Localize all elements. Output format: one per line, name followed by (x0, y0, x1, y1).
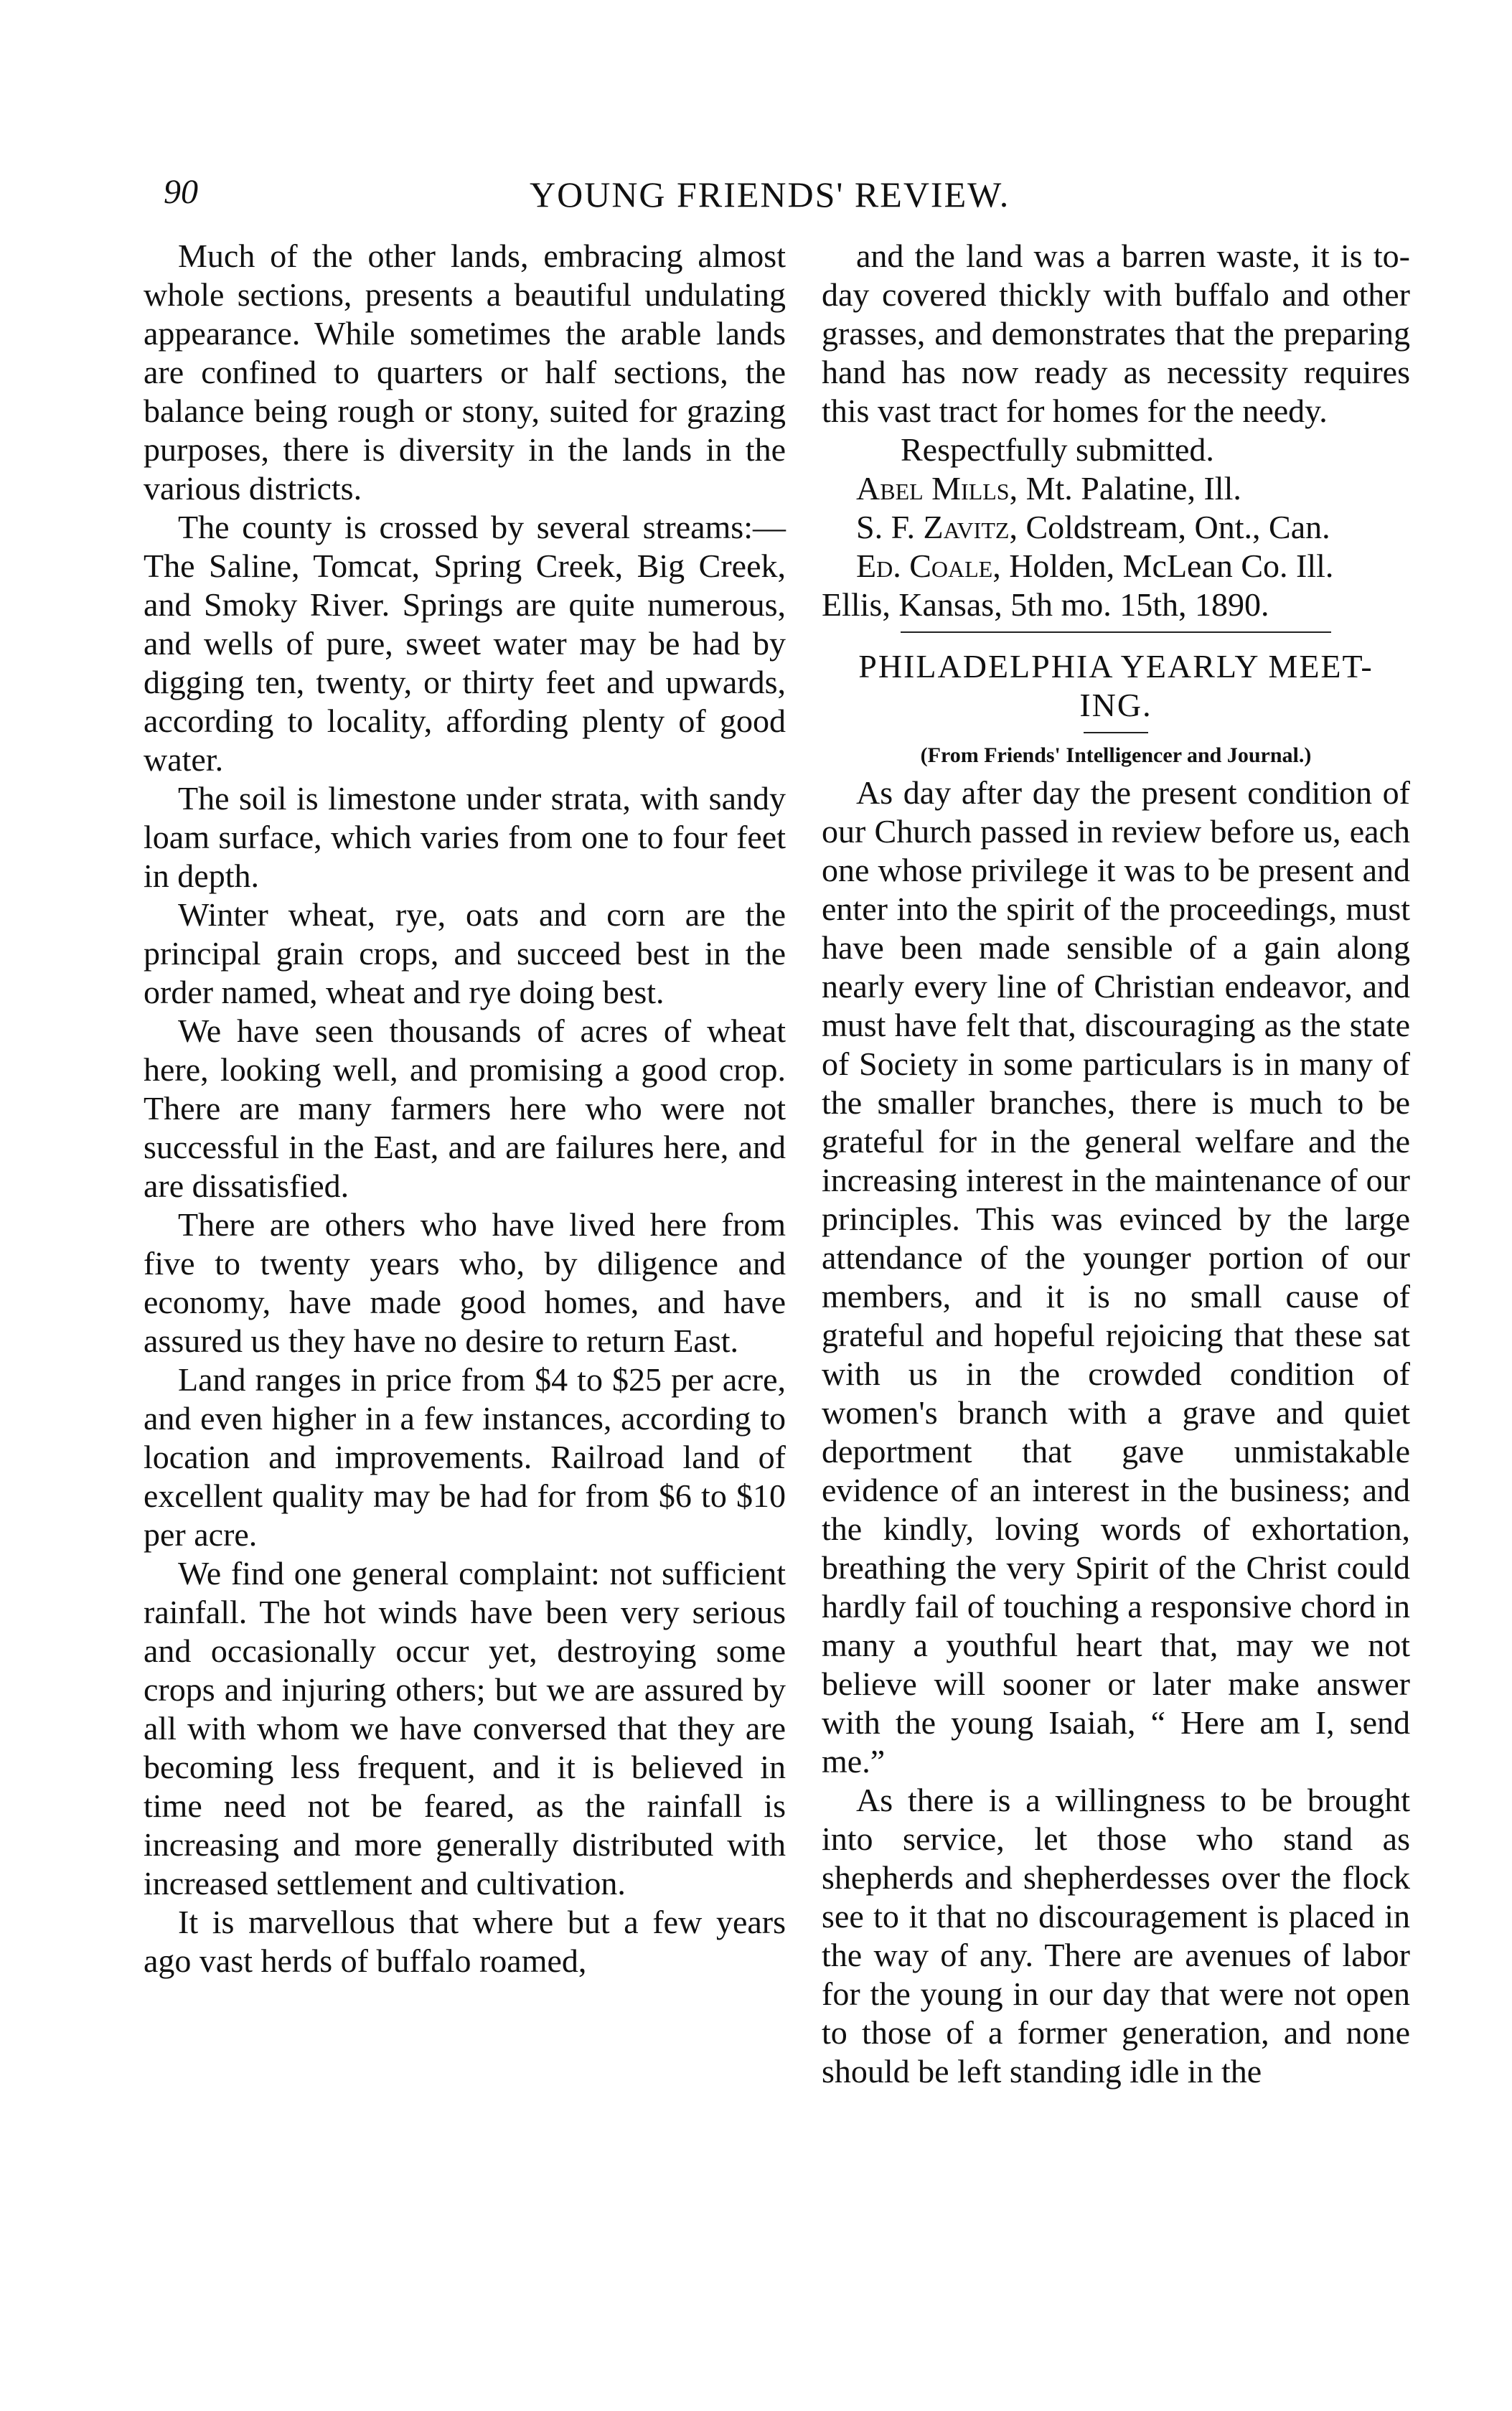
paragraph: There are others who have lived here from five to twenty years who, by diligence and economy, have made good homes, and have assured us they have no desire to return East. (144, 1206, 786, 1359)
divider (901, 631, 1331, 633)
signer-place: , Coldstream, Ont., Can. (1009, 509, 1330, 545)
section-title (822, 647, 1410, 725)
paragraph: It is marvellous that where but a few years ago vast herds of buffalo roamed, (144, 1904, 786, 1979)
dateline: Ellis, Kansas, 5th mo. 15th, 1890. (822, 586, 1269, 623)
paragraph: We have seen thousands of acres of wheat here, looking well, and promising a good crop. There are many farmers here who were not successful in the East, and are failures here, and are dissatisfied. (144, 1012, 786, 1204)
closing-line: Respectfully submitted. (901, 431, 1214, 468)
paragraph: Winter wheat, rye, oats and corn are the principal grain crops, and succeed best in the order named, wheat and rye doing best. (144, 896, 786, 1010)
signer-name: S. F. Zavitz (856, 509, 1010, 545)
paragraph: The soil is limestone under strata, with sandy loam surface, which varies from one to four feet in depth. (144, 780, 786, 894)
source-credit: (From Friends' Intelligencer and Journal.) (920, 743, 1312, 767)
signer-name: Abel Mills (856, 470, 1010, 507)
left-column (144, 237, 786, 1980)
right-column (822, 237, 1410, 2091)
signer-name: Ed. Coale (856, 547, 993, 584)
signer-place: , Holden, McLean Co. Ill. (992, 547, 1334, 584)
paragraph: As there is a willingness to be brought into service, let those who stand as shepherds and shepherdesses over the flock see to it that no discouragement is placed in the way of any. There are avenues of labor for the young in our day that were not open to those of a former generation, and none should be left standing idle in the (822, 1782, 1410, 2090)
page-header (164, 172, 1082, 222)
paragraph: and the land was a barren waste, it is to-day covered thickly with buffalo and other grasses, and demonstrates that the preparing hand has now ready as necessity requires this vast tract for homes for the needy. (822, 238, 1410, 429)
section-title-line: ING. (1079, 687, 1152, 723)
signer-line (822, 469, 1410, 508)
signer-line (822, 547, 1410, 586)
paragraph: Much of the other lands, embracing almost whole sections, presents a beautiful undulating appearance. While sometimes the arable lands are confined to quarters or half sections, the balance being rough or stony, suited for grazing purposes, there is diversity in the lands in the various districts. (144, 238, 786, 507)
page-number: 90 (164, 173, 198, 211)
paragraph: We find one general complaint: not sufficient rainfall. The hot winds have been very serious and occasionally occur yet, destroying some crops and injuring others; but we are assured by all with whom we have conversed that they are becoming less frequent, and it is believed in time need not be feared, as the rainfall is increasing and more generally distributed with increased settlement and cultivation. (144, 1555, 786, 1902)
section-title-line: PHILADELPHIA YEARLY MEET- (858, 648, 1374, 685)
signer-line (822, 508, 1410, 547)
divider (1084, 732, 1148, 733)
running-head: YOUNG FRIENDS' REVIEW. (530, 174, 1010, 215)
paragraph: Land ranges in price from $4 to $25 per acre, and even higher in a few instances, according to location and improvements. Railroad land of excellent quality may be had for from $6 to $10 per acre. (144, 1361, 786, 1553)
paragraph: As day after day the present condition of our Church passed in review before us, each one whose privilege it was to be present and enter into the spirit of the proceedings, must have been made sensible of a gain along nearly every line of Christian endeavor, and must have felt that, discouraging as the state of Society in some particulars is in many of the smaller branches, there is much to be grateful for in the general welfare and the increasing interest in the maintenance of our principles. This was evinced by the large attendance of the younger portion of our members, and it is no small cause of grateful and hopeful rejoicing that these sat with us in the crowded condition of women's branch with a grave and quiet deportment that gave unmistakable evidence of an interest in the business; and the kindly, loving words of exhortation, breathing the very Spirit of the Christ could hardly fail of touching a responsive chord in many a youthful heart that, may we not believe will sooner or later make answer with the young Isaiah, “ Here am I, send me.” (822, 774, 1410, 1780)
signer-place: , Mt. Palatine, Ill. (1009, 470, 1241, 507)
paragraph: The county is crossed by several streams:—The Saline, Tomcat, Spring Creek, Big Creek, and Smoky River. Springs are quite numerous, and wells of pure, sweet water may be had by digging ten, twenty, or thirty feet and upwards, according to locality, affording plenty of good water. (144, 509, 786, 778)
